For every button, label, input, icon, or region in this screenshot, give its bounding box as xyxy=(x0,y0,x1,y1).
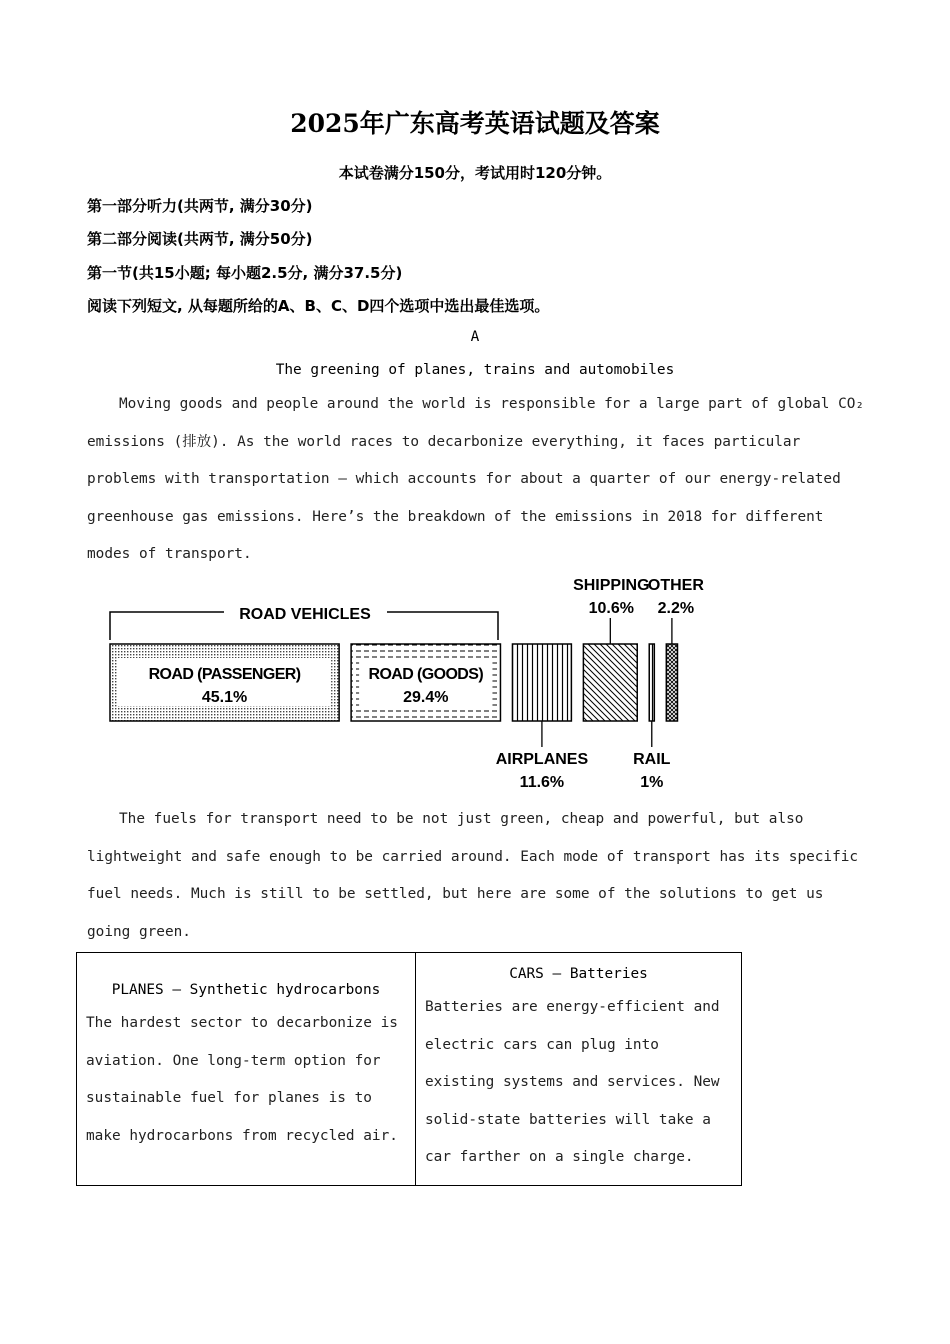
page-title: 2025年广东高考英语试题及答案 xyxy=(290,109,660,138)
emissions-chart xyxy=(100,570,740,800)
value-airplanes: 11.6% xyxy=(519,774,565,791)
paragraph-2-text: The fuels for transport need to be not just green, cheap and powerful, but also lightweight and safe enough to be carried around. Each mode of transport has its specific fuel needs. Much is still to be settled, but here are some of the solutions to get us going green. xyxy=(87,811,859,940)
label-rail: RAIL xyxy=(633,751,671,768)
cars-heading: CARS — Batteries xyxy=(509,966,648,982)
passage-title: The greening of planes, trains and automobiles xyxy=(275,362,675,378)
planes-body: The hardest sector to decarbonize is aviation. One long-term option for sustainable fuel for planes is to make hydrocarbons from recycled air. xyxy=(86,1015,398,1144)
exam-subtitle: 本试卷满分150分，考试用时120分钟。 xyxy=(338,164,612,182)
label-airplanes: AIRPLANES xyxy=(495,751,589,768)
value-road-goods: 29.4% xyxy=(403,689,449,706)
label-road-passenger: ROAD (PASSENGER) xyxy=(148,666,301,683)
label-shipping: SHIPPING xyxy=(573,577,650,594)
bar-airplanes xyxy=(512,644,571,721)
road-vehicles-label: ROAD VEHICLES xyxy=(239,606,371,623)
bar-other xyxy=(666,644,677,721)
cars-cell xyxy=(416,953,742,1186)
part2-heading: 第二部分阅读(共两节, 满分50分) xyxy=(87,230,313,248)
label-road-goods: ROAD (GOODS) xyxy=(368,666,484,683)
label-other: OTHER xyxy=(647,577,704,594)
value-other: 2.2% xyxy=(657,600,695,617)
planes-heading: PLANES — Synthetic hydrocarbons xyxy=(111,982,381,998)
value-rail: 1% xyxy=(640,774,664,791)
paragraph-1 xyxy=(87,386,867,574)
planes-cell xyxy=(77,953,416,1186)
paragraph-1-text: Moving goods and people around the world is responsible for a large part of global CO₂ emissions (排放). As the world races to decarbonize everything, it faces particular problems with transportation — which accounts for about a quarter of our energy-related greenhouse gas emissions. Here’s the breakdown of the emissions in 2018 for different modes of transport. xyxy=(87,396,865,562)
bar-shipping xyxy=(583,644,637,721)
part1-heading: 第一部分听力(共两节, 满分30分) xyxy=(87,197,313,215)
solutions-table xyxy=(76,952,742,1186)
value-shipping: 10.6% xyxy=(588,600,634,617)
section1-heading: 第一节(共15小题; 每小题2.5分, 满分37.5分) xyxy=(87,264,403,282)
bar-rail xyxy=(649,644,654,721)
value-road-passenger: 45.1% xyxy=(201,689,248,706)
instruction-text: 阅读下列短文, 从每题所给的A、B、C、D四个选项中选出最佳选项。 xyxy=(87,297,550,315)
paragraph-2 xyxy=(87,801,867,951)
cars-body: Batteries are energy-efficient and electric cars can plug into existing systems and services. New solid-state batteries will take a car farther on a single charge. xyxy=(425,999,720,1165)
passage-letter: A xyxy=(470,329,480,345)
